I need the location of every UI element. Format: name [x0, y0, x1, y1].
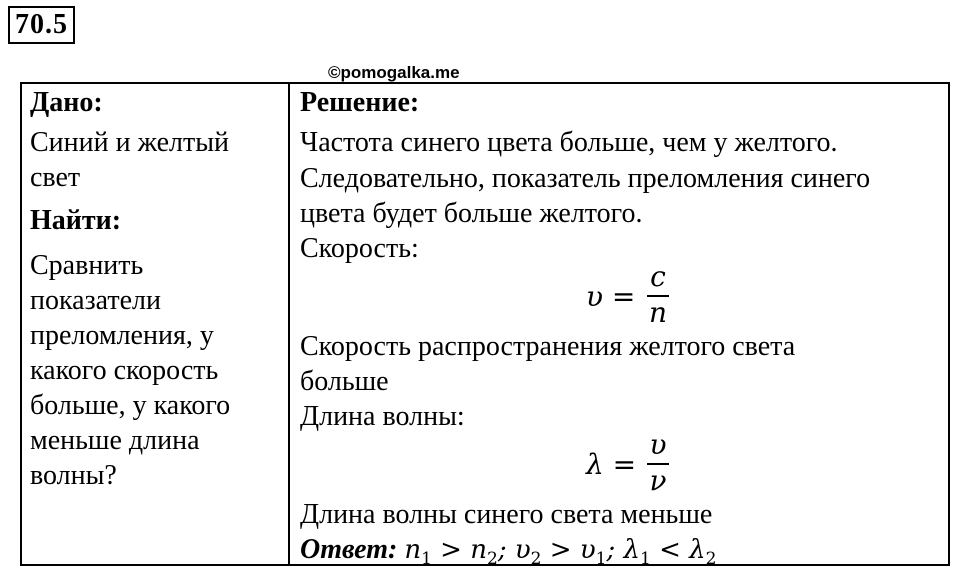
given-line-2: свет: [30, 162, 81, 193]
find-line-4: какого скорость: [30, 355, 219, 386]
wavelength-formula-lhs: λ =: [586, 448, 637, 481]
answer-math: [404, 535, 717, 570]
find-line-6: меньше длина: [30, 425, 200, 456]
answer-label: Ответ:: [300, 534, 398, 565]
answer-v1: υ: [579, 535, 596, 565]
find-line-5: больше, у какого: [30, 390, 231, 421]
wavelength-formula-denominator: ν: [649, 464, 667, 497]
solution-line-4: Скорость:: [300, 233, 419, 264]
find-heading: Найти:: [30, 205, 122, 236]
answer-l2-sub: 2: [705, 549, 717, 570]
velocity-formula-denominator: n: [648, 296, 668, 329]
problem-number: 70.5: [8, 6, 75, 44]
answer-n1-sub: 1: [421, 549, 432, 570]
velocity-formula-lhs: υ =: [586, 280, 636, 313]
find-line-3: преломления, у: [30, 320, 214, 351]
given-heading: Дано:: [30, 87, 103, 118]
wavelength-formula: [586, 428, 686, 498]
answer-sep1: ;: [497, 535, 515, 565]
answer-op2: >: [541, 535, 580, 565]
watermark: ©pomogalka.me: [328, 63, 460, 82]
solution-line-6: больше: [300, 366, 389, 397]
answer-l1: λ: [623, 535, 640, 565]
answer-n1: n: [404, 535, 422, 565]
find-line-7: волны?: [30, 460, 117, 491]
answer-v1-sub: 1: [595, 549, 607, 570]
answer-l2: λ: [689, 535, 706, 565]
find-line-2: показатели: [30, 285, 161, 316]
solution-heading: Решение:: [300, 87, 420, 118]
answer-op1: >: [431, 535, 471, 565]
find-line-1: Сравнить: [30, 250, 144, 281]
velocity-formula: [586, 260, 686, 330]
solution-line-3: цвета будет больше желтого.: [300, 198, 643, 229]
answer-line: [300, 535, 716, 574]
answer-op3: <: [650, 535, 690, 565]
answer-sep2: ;: [606, 535, 624, 565]
solution-line-8: Длина волны синего света меньше: [300, 499, 713, 530]
column-divider: [288, 84, 290, 564]
answer-n2: n: [470, 535, 487, 565]
answer-n2-sub: 2: [487, 549, 498, 570]
answer-v2: υ: [514, 535, 531, 565]
given-line-1: Синий и желтый: [30, 127, 230, 158]
solution-line-5: Скорость распространения желтого света: [300, 331, 796, 362]
solution-line-2: Следовательно, показатель преломления синего: [300, 163, 871, 194]
answer-l1-sub: 1: [639, 549, 651, 570]
solution-line-7: Длина волны:: [300, 401, 465, 432]
solution-line-1: Частота синего цвета больше, чем у желтого.: [300, 127, 838, 158]
velocity-formula-numerator: c: [650, 260, 666, 293]
solution-table: [20, 82, 950, 570]
wavelength-formula-numerator: υ: [649, 428, 667, 461]
answer-v2-sub: 2: [530, 549, 542, 570]
